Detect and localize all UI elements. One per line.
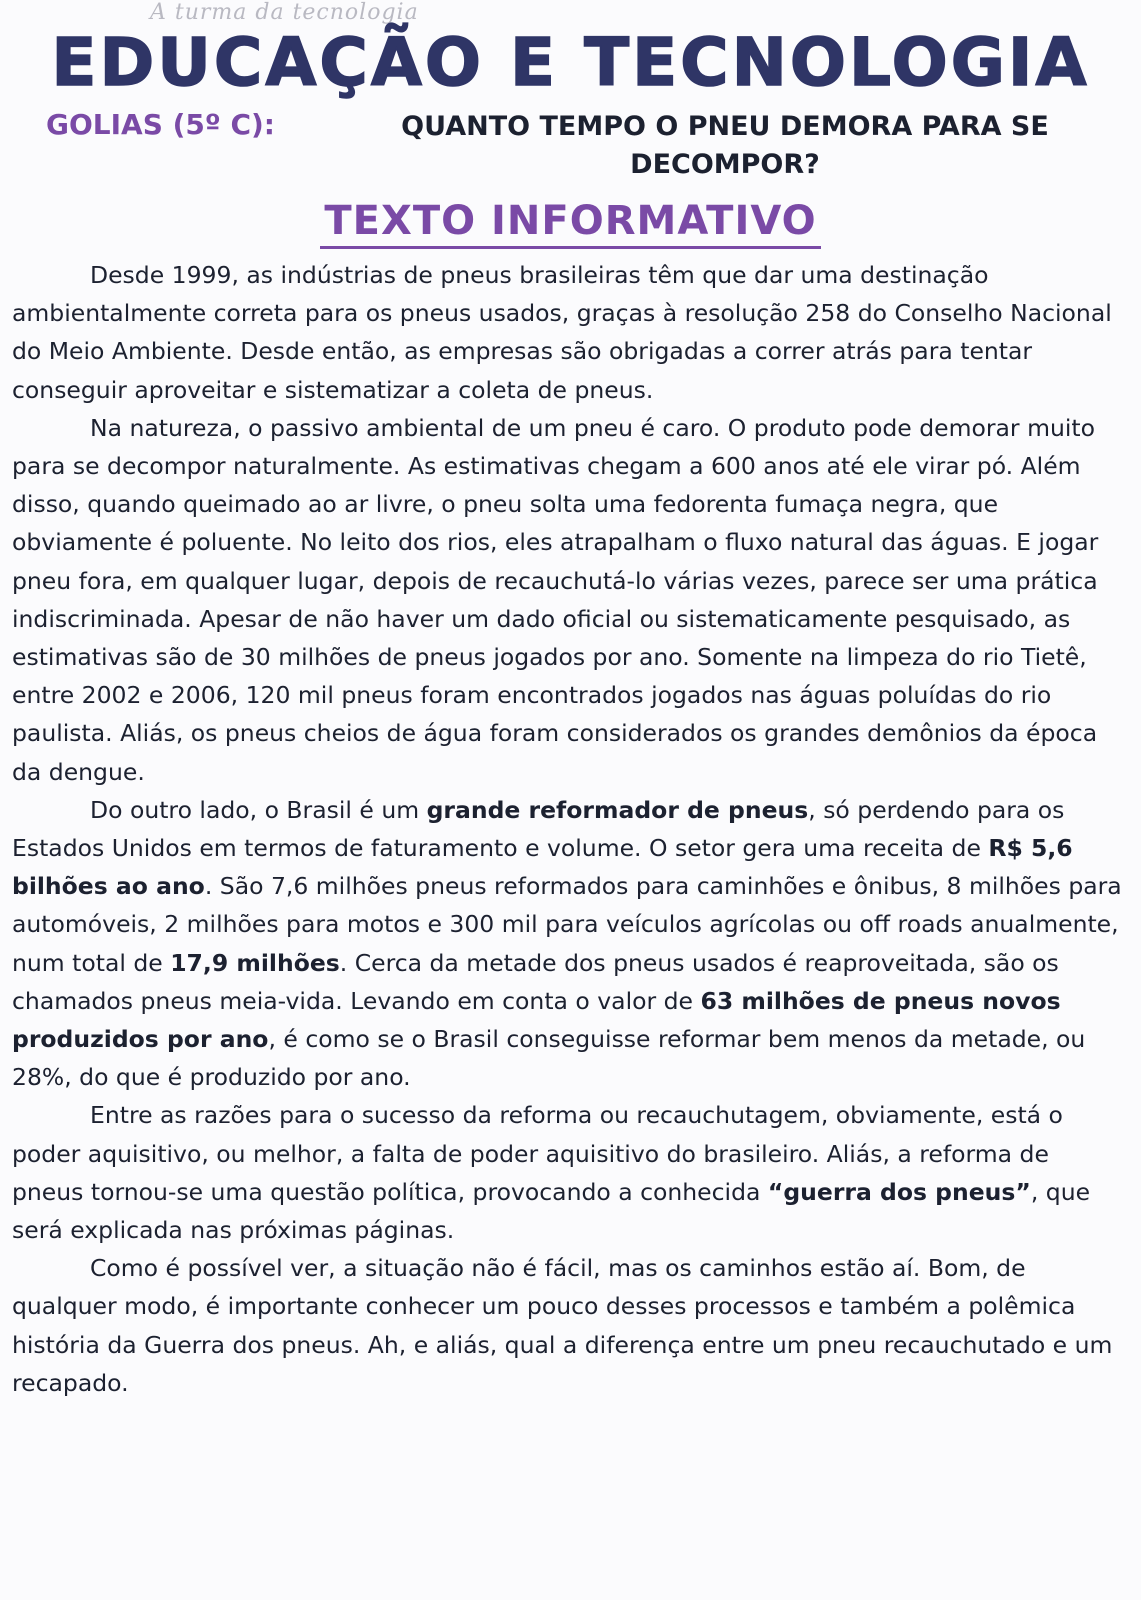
paragraph-text: Desde 1999, as indústrias de pneus brasileiras têm que dar uma destinação ambientalmente correta para os pneus usados, graças à resolução 258 do Conselho Nacional do Meio Ambiente. Desde então, as empresas são obrigadas a correr atrás para tentar conseguir aproveitar e sistematizar a coleta de pneus. — [12, 261, 1112, 404]
paragraph — [12, 409, 1122, 791]
paragraph-text: . São 7,6 milhões pneus reformados para caminhões e ônibus, 8 milhões para automóveis, 2 milhões para motos e 300 mil para veículos agrícolas ou off roads anualmente, num total de — [12, 872, 1122, 977]
paragraph-text: , é como se o Brasil conseguisse reformar bem menos da metade, ou 28%, do que é produzido por ano. — [12, 1025, 1086, 1092]
handwritten-note: A turma da tecnologia — [150, 0, 419, 25]
paragraph-text: . Cerca da metade dos pneus usados é reaproveitada, são os chamados pneus meia-vida. Levando em conta o valor de — [12, 948, 1059, 1015]
paragraph-text: , só perdendo para os Estados Unidos em termos de faturamento e volume. O setor gera uma receita de — [12, 795, 1065, 863]
paragraph — [12, 1096, 1122, 1249]
section-title — [0, 198, 1141, 244]
paragraph-text: Na natureza, o passivo ambiental de um pneu é caro. O produto pode demorar muito para se decompor naturalmente. As estimativas chegam a 600 anos até ele virar pó. Além disso, quando queimado ao ar livre, o pneu solta uma fedorenta fumaça negra, que obviamente é poluente. No leito dos rios, eles atrapalham o fluxo natural das águas. E jogar pneu fora, em qualquer lugar, depois de recauchutá-lo várias vezes, parece ser uma prática indiscriminada. Apesar de não haver um dado oficial ou sistematicamente pesquisado, as estimativas são de 30 milhões de pneus jogados por ano. Somente na limpeza do rio Tietê, entre 2002 e 2006, 120 mil pneus foram encontrados jogados nas águas poluídas do rio paulista. Aliás, os pneus cheios de água foram considerados os grandes demônios da época da dengue. — [12, 413, 1099, 786]
emphasis-text: R$ 5,6 bilhões ao ano — [12, 834, 1073, 901]
question-heading: QUANTO TEMPO O PNEU DEMORA PARA SE DECOMPOR? — [401, 111, 1049, 180]
section-title-text: TEXTO INFORMATIVO — [320, 198, 820, 249]
emphasis-text: grande reformador de pneus — [426, 795, 809, 824]
paragraph — [12, 1249, 1122, 1402]
emphasis-text: 63 milhões de pneus novos produzidos por ano — [12, 986, 1061, 1054]
page-title: EDUCAÇÃO E TECNOLOGIA — [51, 24, 1090, 101]
paragraph — [12, 791, 1122, 1097]
paragraph — [12, 256, 1122, 409]
author-label: GOLIAS (5º C): — [46, 108, 275, 141]
emphasis-text: “guerra dos pneus” — [767, 1177, 1031, 1206]
paragraph-text: , que será explicada nas próximas páginas. — [12, 1177, 1091, 1245]
paragraph-text: Como é possível ver, a situação não é fácil, mas os caminhos estão aí. Bom, de qualquer modo, é importante conhecer um pouco desses processos e também a polêmica história da Guerra dos pneus. Ah, e aliás, qual a diferença entre um pneu recauchutado e um recapado. — [12, 1254, 1113, 1397]
paragraph-text: Entre as razões para o sucesso da reforma ou recauchutagem, obviamente, está o poder aquisitivo, ou melhor, a falta de poder aquisitivo do brasileiro. Aliás, a reforma de pneus tornou-se uma questão política, provocando a conhecida — [12, 1101, 1063, 1206]
article-body — [12, 256, 1122, 1402]
emphasis-text: 17,9 milhões — [170, 948, 340, 977]
paragraph-text: Do outro lado, o Brasil é um — [90, 795, 427, 824]
